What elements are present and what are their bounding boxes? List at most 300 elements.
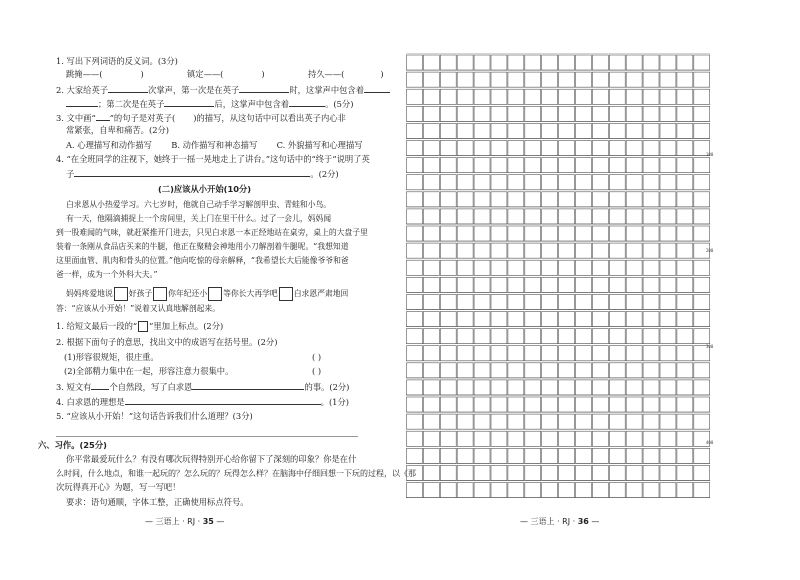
grid-cell[interactable] — [440, 448, 456, 463]
grid-cell[interactable] — [576, 55, 592, 70]
grid-cell[interactable] — [440, 329, 456, 344]
grid-cell[interactable] — [626, 175, 642, 190]
grid-cell[interactable] — [474, 158, 490, 173]
grid-cell[interactable] — [474, 346, 490, 361]
grid-cell[interactable] — [576, 448, 592, 463]
grid-cell[interactable] — [677, 448, 693, 463]
grid-cell[interactable] — [694, 209, 710, 224]
grid-cell[interactable] — [474, 226, 490, 241]
grid-cell[interactable] — [694, 329, 710, 344]
answer-blank[interactable] — [164, 98, 214, 107]
grid-cell[interactable] — [457, 414, 473, 429]
grid-cell[interactable] — [643, 158, 659, 173]
grid-cell[interactable] — [457, 380, 473, 395]
grid-cell[interactable] — [508, 346, 524, 361]
grid-cell[interactable] — [592, 158, 608, 173]
grid-cell[interactable] — [660, 55, 676, 70]
grid-cell[interactable] — [474, 397, 490, 412]
grid-cell[interactable] — [626, 414, 642, 429]
grid-cell[interactable] — [677, 329, 693, 344]
grid-cell[interactable] — [407, 363, 423, 378]
grid-cell[interactable] — [609, 465, 625, 480]
grid-cell[interactable] — [609, 123, 625, 138]
grid-cell[interactable] — [542, 277, 558, 292]
grid-cell[interactable] — [643, 209, 659, 224]
grid-cell[interactable] — [542, 243, 558, 258]
grid-cell[interactable] — [660, 465, 676, 480]
grid-cell[interactable] — [407, 483, 423, 498]
punctuation-box[interactable] — [208, 287, 222, 301]
grid-cell[interactable] — [643, 414, 659, 429]
grid-cell[interactable] — [407, 123, 423, 138]
grid-cell[interactable] — [423, 329, 439, 344]
grid-cell[interactable] — [491, 483, 507, 498]
grid-cell[interactable] — [660, 483, 676, 498]
grid-cell[interactable] — [643, 175, 659, 190]
answer-blank[interactable] — [239, 84, 289, 93]
grid-cell[interactable] — [694, 397, 710, 412]
grid-cell[interactable] — [609, 346, 625, 361]
grid-cell[interactable] — [576, 106, 592, 121]
grid-cell[interactable] — [576, 277, 592, 292]
grid-cell[interactable] — [576, 363, 592, 378]
grid-cell[interactable] — [677, 363, 693, 378]
grid-cell[interactable] — [677, 243, 693, 258]
grid-cell[interactable] — [491, 175, 507, 190]
grid-cell[interactable] — [423, 414, 439, 429]
grid-cell[interactable] — [626, 72, 642, 87]
grid-cell[interactable] — [525, 192, 541, 207]
grid-cell[interactable] — [592, 346, 608, 361]
grid-cell[interactable] — [508, 123, 524, 138]
grid-cell[interactable] — [592, 243, 608, 258]
answer-blank[interactable] — [364, 84, 390, 93]
grid-cell[interactable] — [643, 260, 659, 275]
grid-cell[interactable] — [457, 89, 473, 104]
grid-cell[interactable] — [694, 483, 710, 498]
grid-cell[interactable] — [660, 277, 676, 292]
grid-cell[interactable] — [457, 141, 473, 156]
grid-cell[interactable] — [576, 294, 592, 309]
grid-cell[interactable] — [423, 346, 439, 361]
grid-cell[interactable] — [440, 483, 456, 498]
grid-cell[interactable] — [592, 312, 608, 327]
grid-cell[interactable] — [474, 363, 490, 378]
grid-cell[interactable] — [440, 346, 456, 361]
grid-cell[interactable] — [592, 260, 608, 275]
grid-cell[interactable] — [525, 260, 541, 275]
grid-cell[interactable] — [457, 106, 473, 121]
grid-cell[interactable] — [440, 192, 456, 207]
grid-cell[interactable] — [643, 346, 659, 361]
grid-cell[interactable] — [626, 158, 642, 173]
grid-cell[interactable] — [609, 260, 625, 275]
grid-cell[interactable] — [559, 226, 575, 241]
grid-cell[interactable] — [423, 72, 439, 87]
grid-cell[interactable] — [474, 329, 490, 344]
grid-cell[interactable] — [542, 431, 558, 446]
grid-cell[interactable] — [508, 158, 524, 173]
grid-cell[interactable] — [643, 329, 659, 344]
grid-cell[interactable] — [440, 123, 456, 138]
grid-cell[interactable] — [525, 329, 541, 344]
grid-cell[interactable] — [694, 192, 710, 207]
grid-cell[interactable] — [677, 380, 693, 395]
grid-cell[interactable] — [440, 414, 456, 429]
grid-cell[interactable] — [626, 465, 642, 480]
grid-cell[interactable] — [542, 363, 558, 378]
grid-cell[interactable] — [423, 175, 439, 190]
grid-cell[interactable] — [626, 448, 642, 463]
grid-cell[interactable] — [474, 380, 490, 395]
grid-cell[interactable] — [660, 106, 676, 121]
grid-cell[interactable] — [576, 123, 592, 138]
grid-cell[interactable] — [559, 294, 575, 309]
grid-cell[interactable] — [559, 483, 575, 498]
grid-cell[interactable] — [609, 483, 625, 498]
grid-cell[interactable] — [542, 380, 558, 395]
grid-cell[interactable] — [559, 260, 575, 275]
option-c[interactable]: C. 外貌描写和心理描写 — [276, 140, 363, 150]
grid-cell[interactable] — [559, 89, 575, 104]
grid-cell[interactable] — [576, 397, 592, 412]
grid-cell[interactable] — [609, 89, 625, 104]
grid-cell[interactable] — [457, 277, 473, 292]
grid-cell[interactable] — [457, 397, 473, 412]
grid-cell[interactable] — [525, 483, 541, 498]
grid-cell[interactable] — [440, 141, 456, 156]
option-b[interactable]: B. 动作描写和神态描写 — [171, 140, 258, 150]
grid-cell[interactable] — [457, 465, 473, 480]
grid-cell[interactable] — [508, 431, 524, 446]
grid-cell[interactable] — [609, 175, 625, 190]
grid-cell[interactable] — [457, 329, 473, 344]
grid-cell[interactable] — [643, 465, 659, 480]
grid-cell[interactable] — [677, 346, 693, 361]
grid-cell[interactable] — [626, 260, 642, 275]
grid-cell[interactable] — [626, 243, 642, 258]
grid-cell[interactable] — [660, 346, 676, 361]
grid-cell[interactable] — [694, 106, 710, 121]
grid-cell[interactable] — [457, 363, 473, 378]
grid-cell[interactable] — [423, 312, 439, 327]
grid-cell[interactable] — [660, 209, 676, 224]
grid-cell[interactable] — [525, 123, 541, 138]
answer-blank[interactable] — [108, 84, 148, 93]
grid-cell[interactable] — [694, 363, 710, 378]
grid-cell[interactable] — [592, 329, 608, 344]
grid-cell[interactable] — [576, 329, 592, 344]
grid-cell[interactable] — [559, 465, 575, 480]
grid-cell[interactable] — [660, 192, 676, 207]
grid-cell[interactable] — [407, 72, 423, 87]
grid-cell[interactable] — [626, 141, 642, 156]
grid-cell[interactable] — [423, 380, 439, 395]
grid-cell[interactable] — [457, 72, 473, 87]
grid-cell[interactable] — [660, 294, 676, 309]
answer-blank[interactable] — [192, 381, 304, 390]
grid-cell[interactable] — [542, 55, 558, 70]
grid-cell[interactable] — [592, 483, 608, 498]
grid-cell[interactable] — [559, 277, 575, 292]
grid-cell[interactable] — [407, 106, 423, 121]
composition-grid[interactable] — [406, 53, 726, 498]
grid-cell[interactable] — [660, 380, 676, 395]
grid-cell[interactable] — [491, 277, 507, 292]
grid-cell[interactable] — [423, 123, 439, 138]
grid-cell[interactable] — [592, 123, 608, 138]
grid-cell[interactable] — [542, 294, 558, 309]
grid-cell[interactable] — [440, 465, 456, 480]
grid-cell[interactable] — [423, 465, 439, 480]
grid-cell[interactable] — [592, 226, 608, 241]
grid-cell[interactable] — [440, 260, 456, 275]
grid-cell[interactable] — [660, 141, 676, 156]
grid-cell[interactable] — [694, 448, 710, 463]
grid-cell[interactable] — [474, 209, 490, 224]
grid-cell[interactable] — [694, 312, 710, 327]
grid-cell[interactable] — [440, 431, 456, 446]
grid-cell[interactable] — [491, 448, 507, 463]
grid-cell[interactable] — [643, 55, 659, 70]
grid-cell[interactable] — [407, 192, 423, 207]
grid-cell[interactable] — [525, 226, 541, 241]
grid-cell[interactable] — [660, 448, 676, 463]
grid-cell[interactable] — [457, 158, 473, 173]
grid-cell[interactable] — [423, 397, 439, 412]
answer-blank[interactable] — [74, 168, 310, 177]
grid-cell[interactable] — [474, 141, 490, 156]
grid-cell[interactable] — [474, 89, 490, 104]
answer-blank[interactable] — [125, 396, 321, 405]
grid-cell[interactable] — [474, 277, 490, 292]
grid-cell[interactable] — [423, 260, 439, 275]
grid-cell[interactable] — [407, 294, 423, 309]
grid-cell[interactable] — [423, 243, 439, 258]
grid-cell[interactable] — [423, 448, 439, 463]
grid-cell[interactable] — [474, 123, 490, 138]
grid-cell[interactable] — [457, 175, 473, 190]
grid-cell[interactable] — [407, 277, 423, 292]
grid-cell[interactable] — [626, 192, 642, 207]
grid-cell[interactable] — [694, 158, 710, 173]
grid-cell[interactable] — [643, 380, 659, 395]
grid-cell[interactable] — [592, 294, 608, 309]
grid-cell[interactable] — [609, 277, 625, 292]
grid-cell[interactable] — [643, 363, 659, 378]
grid-cell[interactable] — [609, 72, 625, 87]
grid-cell[interactable] — [440, 89, 456, 104]
grid-cell[interactable] — [643, 89, 659, 104]
grid-cell[interactable] — [609, 448, 625, 463]
grid-cell[interactable] — [491, 414, 507, 429]
grid-cell[interactable] — [559, 448, 575, 463]
grid-cell[interactable] — [660, 175, 676, 190]
grid-cell[interactable] — [694, 72, 710, 87]
grid-cell[interactable] — [457, 226, 473, 241]
grid-cell[interactable] — [660, 123, 676, 138]
grid-cell[interactable] — [457, 192, 473, 207]
punctuation-box[interactable] — [114, 287, 128, 301]
grid-cell[interactable] — [525, 89, 541, 104]
grid-cell[interactable] — [491, 431, 507, 446]
grid-cell[interactable] — [508, 483, 524, 498]
grid-cell[interactable] — [576, 260, 592, 275]
grid-cell[interactable] — [643, 72, 659, 87]
grid-cell[interactable] — [508, 192, 524, 207]
grid-cell[interactable] — [576, 175, 592, 190]
grid-cell[interactable] — [491, 209, 507, 224]
grid-cell[interactable] — [440, 397, 456, 412]
grid-cell[interactable] — [626, 89, 642, 104]
grid-cell[interactable] — [660, 329, 676, 344]
grid-cell[interactable] — [609, 209, 625, 224]
answer-blank[interactable] — [289, 98, 325, 107]
grid-cell[interactable] — [660, 431, 676, 446]
grid-cell[interactable] — [491, 226, 507, 241]
grid-cell[interactable] — [576, 72, 592, 87]
grid-cell[interactable] — [643, 277, 659, 292]
grid-cell[interactable] — [626, 55, 642, 70]
grid-cell[interactable] — [525, 294, 541, 309]
grid-cell[interactable] — [677, 158, 693, 173]
grid-cell[interactable] — [407, 89, 423, 104]
grid-cell[interactable] — [457, 431, 473, 446]
grid-cell[interactable] — [576, 346, 592, 361]
answer-blank[interactable] — [66, 98, 98, 107]
grid-cell[interactable] — [643, 397, 659, 412]
grid-cell[interactable] — [576, 431, 592, 446]
grid-cell[interactable] — [440, 55, 456, 70]
grid-cell[interactable] — [525, 209, 541, 224]
answer-line[interactable] — [56, 436, 358, 437]
grid-cell[interactable] — [474, 260, 490, 275]
grid-cell[interactable] — [592, 363, 608, 378]
grid-cell[interactable] — [592, 192, 608, 207]
grid-cell[interactable] — [525, 380, 541, 395]
grid-cell[interactable] — [474, 312, 490, 327]
grid-cell[interactable] — [525, 277, 541, 292]
grid-cell[interactable] — [440, 106, 456, 121]
grid-cell[interactable] — [660, 243, 676, 258]
grid-cell[interactable] — [491, 89, 507, 104]
grid-cell[interactable] — [491, 55, 507, 70]
grid-cell[interactable] — [542, 141, 558, 156]
grid-cell[interactable] — [423, 431, 439, 446]
grid-cell[interactable] — [694, 294, 710, 309]
grid-cell[interactable] — [559, 243, 575, 258]
grid-cell[interactable] — [423, 277, 439, 292]
grid-cell[interactable] — [491, 158, 507, 173]
grid-cell[interactable] — [508, 277, 524, 292]
answer-paren[interactable]: ( ) — [312, 366, 322, 376]
grid-cell[interactable] — [677, 431, 693, 446]
grid-cell[interactable] — [525, 55, 541, 70]
grid-cell[interactable] — [407, 414, 423, 429]
grid-cell[interactable] — [457, 294, 473, 309]
grid-cell[interactable] — [643, 192, 659, 207]
grid-cell[interactable] — [423, 106, 439, 121]
grid-cell[interactable] — [660, 414, 676, 429]
grid-cell[interactable] — [694, 175, 710, 190]
grid-cell[interactable] — [609, 363, 625, 378]
grid-cell[interactable] — [559, 329, 575, 344]
grid-cell[interactable] — [474, 55, 490, 70]
grid-cell[interactable] — [407, 431, 423, 446]
grid-cell[interactable] — [508, 55, 524, 70]
grid-cell[interactable] — [643, 123, 659, 138]
grid-cell[interactable] — [407, 141, 423, 156]
grid-cell[interactable] — [542, 123, 558, 138]
answer-blank[interactable] — [91, 381, 109, 390]
grid-cell[interactable] — [407, 55, 423, 70]
grid-cell[interactable] — [440, 158, 456, 173]
grid-cell[interactable] — [592, 431, 608, 446]
grid-cell[interactable] — [626, 106, 642, 121]
grid-cell[interactable] — [677, 141, 693, 156]
grid-cell[interactable] — [542, 106, 558, 121]
grid-cell[interactable] — [508, 294, 524, 309]
grid-cell[interactable] — [407, 380, 423, 395]
grid-cell[interactable] — [677, 397, 693, 412]
grid-cell[interactable] — [694, 89, 710, 104]
punctuation-box[interactable] — [279, 287, 293, 301]
grid-cell[interactable] — [440, 277, 456, 292]
grid-cell[interactable] — [609, 158, 625, 173]
grid-cell[interactable] — [660, 363, 676, 378]
grid-cell[interactable] — [525, 141, 541, 156]
grid-cell[interactable] — [440, 72, 456, 87]
grid-cell[interactable] — [508, 448, 524, 463]
grid-cell[interactable] — [592, 55, 608, 70]
grid-cell[interactable] — [677, 55, 693, 70]
grid-cell[interactable] — [694, 414, 710, 429]
grid-cell[interactable] — [559, 141, 575, 156]
grid-cell[interactable] — [609, 312, 625, 327]
grid-cell[interactable] — [677, 483, 693, 498]
grid-cell[interactable] — [542, 312, 558, 327]
grid-cell[interactable] — [576, 312, 592, 327]
grid-cell[interactable] — [525, 243, 541, 258]
grid-cell[interactable] — [423, 55, 439, 70]
grid-cell[interactable] — [559, 380, 575, 395]
grid-cell[interactable] — [576, 483, 592, 498]
grid-cell[interactable] — [559, 414, 575, 429]
grid-cell[interactable] — [491, 192, 507, 207]
grid-cell[interactable] — [677, 226, 693, 241]
grid-cell[interactable] — [576, 158, 592, 173]
grid-cell[interactable] — [491, 141, 507, 156]
grid-cell[interactable] — [660, 312, 676, 327]
grid-cell[interactable] — [508, 141, 524, 156]
grid-cell[interactable] — [626, 483, 642, 498]
grid-cell[interactable] — [609, 414, 625, 429]
grid-cell[interactable] — [508, 260, 524, 275]
grid-cell[interactable] — [694, 380, 710, 395]
grid-cell[interactable] — [559, 55, 575, 70]
grid-cell[interactable] — [491, 329, 507, 344]
grid-cell[interactable] — [474, 72, 490, 87]
grid-cell[interactable] — [407, 209, 423, 224]
grid-cell[interactable] — [677, 106, 693, 121]
grid-cell[interactable] — [542, 226, 558, 241]
grid-cell[interactable] — [491, 260, 507, 275]
grid-cell[interactable] — [677, 175, 693, 190]
grid-cell[interactable] — [609, 55, 625, 70]
grid-cell[interactable] — [525, 312, 541, 327]
grid-cell[interactable] — [457, 243, 473, 258]
grid-cell[interactable] — [542, 414, 558, 429]
